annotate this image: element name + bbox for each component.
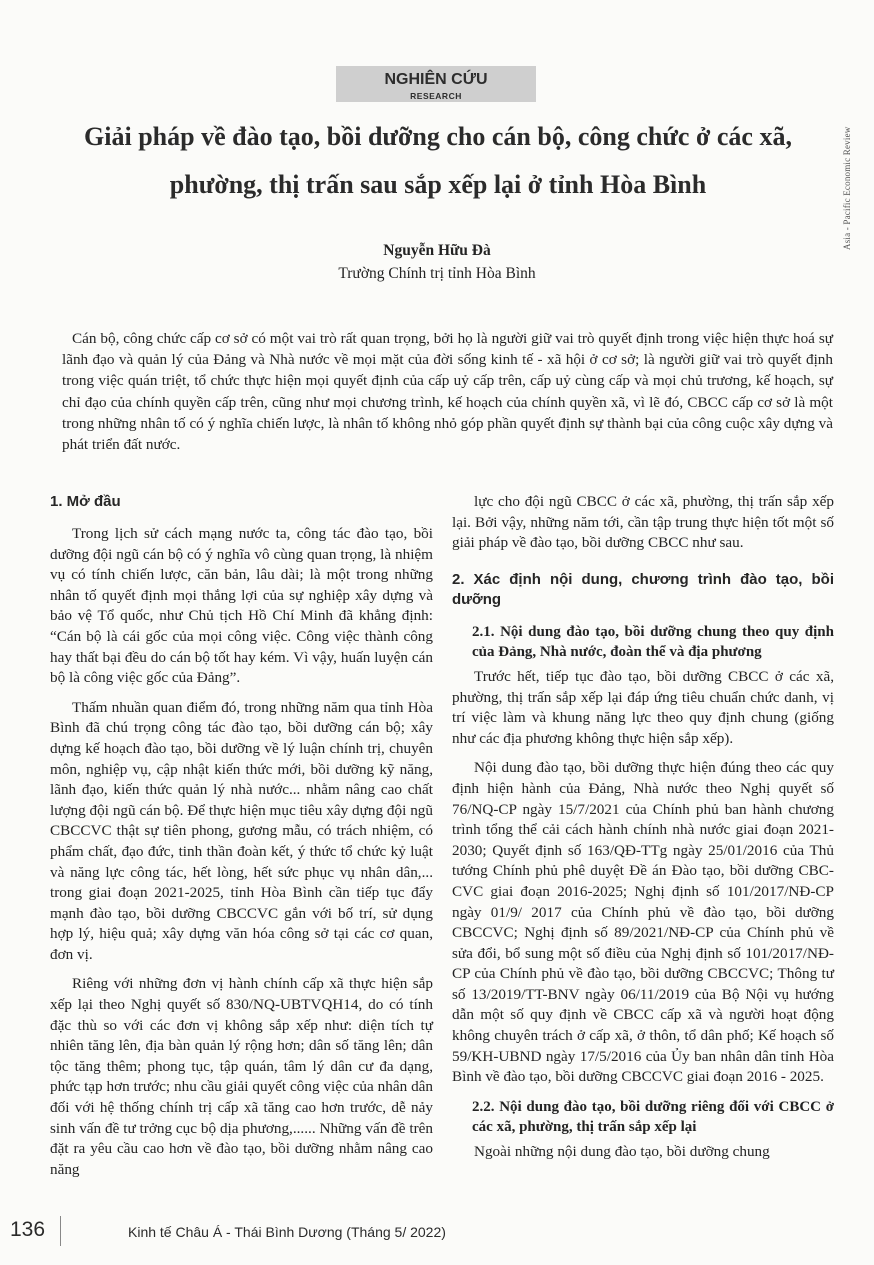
- paragraph: Trước hết, tiếp tục đào tạo, bồi dưỡng CBCC ở các xã, phường, thị trấn sắp xếp lại đáp ứng tiêu chuẩn chức danh, vị trí việc làm và khung năng lực theo quy định chung (giống như các địa phương không thực hiện sắp xếp).: [452, 667, 834, 747]
- banner-subcategory: RESEARCH: [410, 91, 462, 101]
- author-name: Nguyễn Hữu Đà: [383, 242, 491, 259]
- footer-divider: [60, 1216, 61, 1246]
- right-column: [452, 492, 834, 1172]
- subsection-heading-general: 2.1. Nội dung đào tạo, bồi dưỡng chung theo quy định của Đảng, Nhà nước, đoàn thể và địa phương: [472, 623, 834, 661]
- paragraph: Ngoài những nội dung đào tạo, bồi dưỡng chung: [474, 1143, 770, 1161]
- banner-category: NGHIÊN CỨU: [384, 71, 488, 88]
- paragraph: Riêng với những đơn vị hành chính cấp xã thực hiện sắp xếp lại theo Nghị quyết số 830/NQ-UBTVQH14, do có tính đặc thù so với các đơn vị không sắp xếp như: diện tích tự nhiên tăng lên, địa bàn quản lý rộng hơn; dân số tăng lên; dân tộc tăng thêm; phong tục, tập quán, tâm lý dân cư đa dạng, phức tạp hơn trước; nhu cầu giải quyết công việc của nhân dân đối với hệ thống chính trị cấp xã tăng cao hơn trước, dễ nảy sinh vấn đề tư trởng cục bộ dịa phương,...... Những vấn đề trên đặt ra yêu cầu cao hơn về đào tạo, bồi dưỡng nhằm nâng cao năng: [50, 975, 433, 1178]
- paragraph: lực cho đội ngũ CBCC ở các xã, phường, thị trấn sắp xếp lại. Bởi vậy, những năm tới, cần tập trung thực hiện tốt một số giải pháp về đào tạo, bồi dưỡng CBCC như sau.: [452, 493, 834, 552]
- left-column: [50, 492, 433, 1189]
- section-heading-intro: 1. Mở đầu: [50, 493, 121, 510]
- subsection-heading-specific: 2.2. Nội dung đào tạo, bồi dưỡng riêng đối với CBCC ở các xã, phường, thị trấn sắp xếp lại: [472, 1098, 834, 1136]
- journal-side-label: Asia - Pacific Economic Review: [842, 126, 852, 250]
- article-title: Giải pháp về đào tạo, bồi dưỡng cho cán bộ, công chức ở các xã, phường, thị trấn sau sắp xếp lại ở tỉnh Hòa Bình: [84, 122, 792, 199]
- abstract: Cán bộ, công chức cấp cơ sở có một vai trò rất quan trọng, bởi họ là người giữ vai trò quyết định trong việc hiện thực hoá sự lãnh đạo và quản lý của Đảng và Nhà nước về mọi mặt của đời sống kinh tế - xã hội ở cơ sở; là người giữ vai trò quyết định trong việc quán triệt, tổ chức thực hiện mọi quyết định của cấp uỷ cấp trên, cấp uỷ cùng cấp và mọi chủ trương, kế hoạch, sự chỉ đạo của chính quyền cấp trên, cũng như mọi chương trình, kế hoạch của chính quyền xã, vì lẽ đó, CBCC cấp cơ sở là một trong những nhân tố có ý nghĩa chiến lược, là nhân tố không nhỏ góp phần quyết định sự thành bại của công cuộc xây dựng và phát triển đất nước.: [62, 330, 833, 454]
- author-affiliation: Trường Chính trị tỉnh Hòa Bình: [338, 265, 536, 282]
- journal-footer: Kinh tế Châu Á - Thái Bình Dương (Tháng 5/ 2022): [128, 1224, 446, 1240]
- page-number: 136: [10, 1218, 46, 1241]
- section-heading-content: 2. Xác định nội dung, chương trình đào tạo, bồi dưỡng: [452, 570, 834, 608]
- section-banner: [336, 66, 536, 102]
- paragraph: Nội dung đào tạo, bồi dưỡng thực hiện đúng theo các quy định hiện hành của Đảng, Nhà nước theo Nghị quyết số 76/NQ-CP ngày 15/7/2021 của Chính phủ ban hành chương trình tổng thể cải cách hành chính nhà nước giai đoạn 2021-2030; Quyết định số 163/QĐ-TTg ngày 25/01/2016 của Thủ tướng Chính phủ phê duyệt Đề án Đào tạo, bồi dưỡng CBC-CVC giai đoạn 2016-2025; Nghị định số 101/2017/NĐ-CP ngày 01/9/ 2017 của Chính phủ về đào tạo, bồi dưỡng CBCCVC; Nghị định số 89/2021/NĐ-CP của Chính phủ về sửa đổi, bổ sung một số điều của Nghị định số 101/2017/NĐ-CP của Chính phủ về đào tạo, bồi dưỡng CBCCVC; Thông tư số 13/2019/TT-BNV ngày 06/11/2019 của Bộ Nội vụ hướng dẫn một số quy định về CBCC cấp xã và người hoạt động không chuyên trách ở cấp xã, ở thôn, tổ dân phố; Kế hoạch số 59/KH-UBND ngày 17/5/2016 của Ủy ban nhân dân tỉnh Hòa Bình về đào tạo, bồi dưỡng CBCCVC giai đoạn 2016 - 2025.: [452, 759, 834, 1086]
- paragraph: Trong lịch sử cách mạng nước ta, công tác đào tạo, bồi dưỡng đội ngũ cán bộ có ý nghĩa vô cùng quan trọng, là nhiệm vụ có tính chiến lược, căn bản, lâu dài; là một trong những nhân tố quyết định mọi thắng lợi của sự nghiệp xây dựng và bảo vệ Tổ quốc, như Chủ tịch Hồ Chí Minh đã khẳng định: “Cán bộ là cái gốc của mọi công việc. Công việc thành công hay thất bại đều do cán bộ tốt hay kém. Vì vậy, huấn luyện cán bộ là công việc gốc của Đảng”.: [50, 525, 433, 687]
- paragraph: Thấm nhuần quan điểm đó, trong những năm qua tỉnh Hòa Bình đã chú trọng công tác đào tạo, bồi dưỡng cán bộ; xây dựng kế hoạch đào tạo, bồi dưỡng về lý luận chính trị, chuyên môn, nghiệp vụ, cập nhật kiến thức mới, bồi dưỡng kỹ năng, lãnh đạo, kiến thức quản lý nhà nước... nhằm nâng cao chất lượng đội ngũ cán bộ. Để thực hiện mục tiêu xây dựng đội ngũ CBCCVC thật sự tiên phong, gương mẫu, có trách nhiệm, có phẩm chất, đạo đức, tinh thần đoàn kết, ý thức tổ chức kỷ luật và năng lực công tác, hết lòng, hết sức phục vụ nhân dân,... trong giai đoạn 2021-2025, tỉnh Hòa Bình cần tiếp tục đẩy mạnh đào tạo, bồi dưỡng CBCCVC gắn với bố trí, sử dụng hợp lý, hiệu quả; xây dựng văn hóa công sở tại các cơ quan, đơn vị.: [50, 698, 433, 963]
